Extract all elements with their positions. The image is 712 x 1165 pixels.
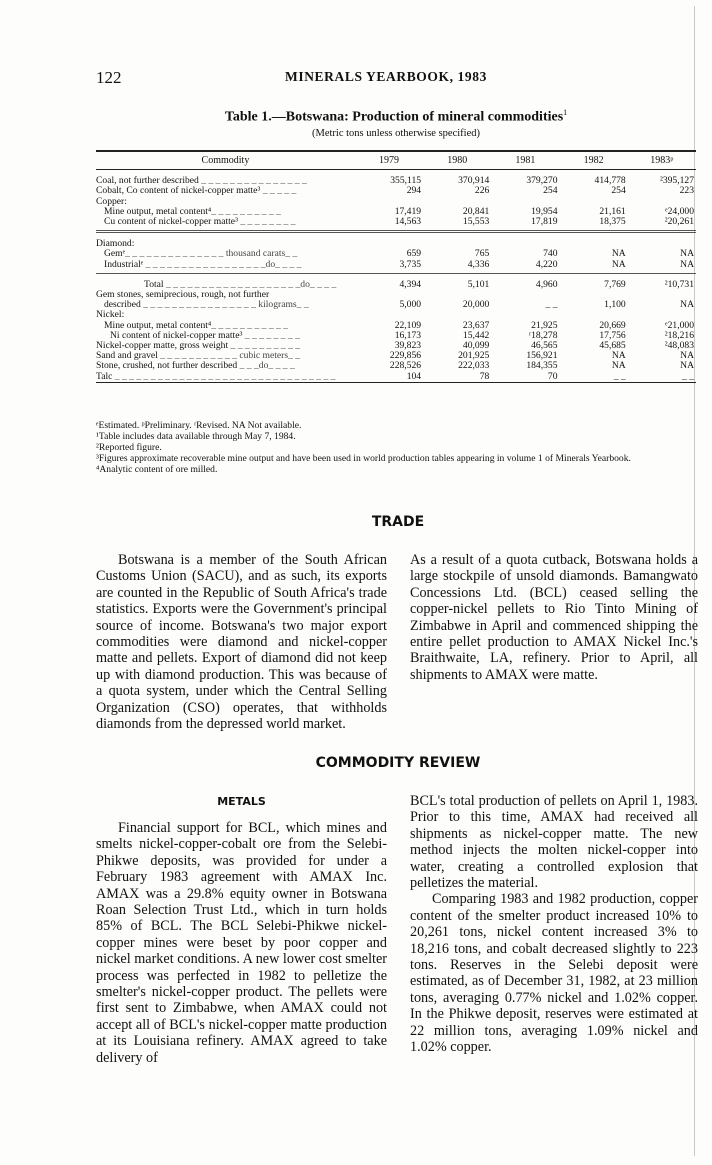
- cell: 17,756: [599, 329, 626, 341]
- table-row: [96, 300, 696, 310]
- metals-left-column: [96, 820, 387, 1066]
- footnote: ᵉEstimated. ᵖPreliminary. ʳRevised. NA Not available.: [96, 420, 302, 431]
- cell: ᵉ21,000: [665, 319, 694, 331]
- row-label: Diamond:: [96, 239, 135, 250]
- row-label: described: [104, 300, 141, 311]
- column-header: 1980: [447, 155, 468, 166]
- table-row: [96, 249, 696, 259]
- row-leader: _ _ _ _ _ _ _ _ _ _ _ _ _ _ _ _ _ _ _do_ _ _ _: [163, 279, 337, 290]
- row-leader: _ _ _ _ _ _ _ _ _ _ _: [211, 320, 289, 331]
- metals-subheading: METALS: [217, 795, 266, 808]
- cell: ²395,127: [659, 175, 694, 187]
- production-table: [96, 150, 696, 383]
- cell: 414,778: [594, 175, 626, 187]
- cell: _ _: [560, 372, 628, 383]
- commodity-review-heading: COMMODITY REVIEW: [315, 755, 481, 771]
- cell: 156,921: [526, 350, 558, 362]
- trade-left-column: [96, 552, 387, 732]
- trade-right-column: [410, 552, 698, 683]
- cell: 22,109: [394, 319, 422, 331]
- table-row: [96, 176, 696, 186]
- cell: 78: [423, 372, 491, 383]
- cell: NA: [611, 258, 626, 270]
- paragraph: As a result of a quota cutback, Botswana holds a large stockpile of unsold diamonds. Bamangwato Concessions Ltd. (BCL) ceased selling the copper-nickel pellets to Rio Tinto Mining of Zimbabwe in April and commenced shipping the entire pellet production to AMAX Nickel Inc.'s Braithwaite, LA, refinery. Prior to April, all shipments to AMAX were matte.: [410, 552, 698, 683]
- table-row: [96, 260, 696, 270]
- cell: 223: [679, 185, 694, 197]
- row-leader: _ _ _ _ _ _ _ _ _ _: [228, 341, 301, 352]
- cell: NA: [680, 350, 694, 362]
- row-label: Nickel:: [96, 310, 125, 321]
- cell: 201,925: [458, 350, 490, 362]
- table-title-text: Table 1.—Botswana: Production of mineral commodities: [224, 109, 564, 125]
- table-subtitle: (Metric tons unless otherwise specified): [312, 128, 480, 139]
- row-leader: _ _ _ _ _ _ _ _ _ _ _ _ _ _ _: [198, 176, 307, 187]
- table-title-note: 1: [563, 108, 568, 117]
- cell: 23,637: [462, 319, 490, 331]
- row-leader: _ _ _ _ _ _ _ _ _ _ _ _ _ _ _ _ _do_ _ _ _: [143, 259, 302, 270]
- cell: 379,270: [526, 175, 558, 187]
- cell: 70: [491, 372, 559, 383]
- cell: ²18,216: [664, 329, 694, 341]
- cell: 3,735: [399, 258, 422, 270]
- row-label: Copper:: [96, 196, 127, 207]
- cell: 370,914: [458, 175, 490, 187]
- table-row: [96, 239, 696, 249]
- row-leader: _ _ _do_ _ _ _: [237, 361, 295, 372]
- row-label: Ni content of nickel-copper matte³: [110, 330, 243, 341]
- row-leader: _ _ _ _ _ _ _ _ _ _ _ _ _ _ _ _ _ _ _ _ _ _ _ _ _ _ _ _ _ _ _: [112, 371, 336, 382]
- cell: 294: [406, 185, 422, 197]
- row-label: Cobalt, Co content of nickel-copper matte³: [96, 186, 261, 197]
- row-label: Talc: [96, 371, 113, 382]
- row-label: Gem stones, semiprecious, rough, not further: [96, 290, 270, 301]
- row-leader: _ _ _ _ _ _ _ _: [242, 330, 300, 341]
- cell: 45,685: [599, 340, 626, 352]
- cell: NA: [680, 258, 694, 270]
- trade-heading: TRADE: [371, 514, 425, 530]
- cell: 17,819: [531, 216, 558, 228]
- page-number: 122: [96, 68, 122, 87]
- row-leader: _ _ _ _ _ _ _ _ _ _ _ _ _ _ thousand carats_ _: [125, 249, 298, 260]
- cell: NA: [680, 248, 694, 260]
- column-header: 1979: [378, 155, 399, 166]
- cell: 20,841: [462, 205, 490, 217]
- table-row: [96, 280, 696, 290]
- cell: 15,553: [462, 216, 490, 228]
- cell: NA: [611, 350, 626, 362]
- row-label: Cu content of nickel-copper matte³: [104, 217, 238, 228]
- column-header: 1983ᵖ: [650, 155, 674, 166]
- paragraph: BCL's total production of pellets on April 1, 1983. Prior to this time, AMAX had received all shipments as nickel-copper matte. The new method injects the molten nickel-copper into water, creating a controlled explosion that pelletizes the material.: [410, 793, 698, 892]
- paragraph: Comparing 1983 and 1982 production, copper content of the smelter product increased 10% to 20,261 tons, nickel content increased 3% to 18,216 tons, and cobalt decreased slightly to 223 tons. Reserves in the Selebi deposit were estimated, as of December 31, 1982, at 23 million tons, averaging 0.77% nickel and 1.02% copper. In the Phikwe deposit, reserves were estimated at 22 million tons, averaging 1.09% nickel and 1.02% copper.: [410, 891, 698, 1056]
- cell: ᵉ24,000: [665, 205, 694, 217]
- cell: 355,115: [390, 175, 422, 187]
- row-label: Mine output, metal content⁴: [104, 206, 212, 217]
- row-leader: _ _ _ _ _ _ _ _ _ _ _ cubic meters_ _: [157, 351, 301, 362]
- row-leader: _ _ _ _ _ _ _ _ _ _: [211, 206, 281, 217]
- cell: 228,526: [389, 360, 422, 372]
- cell: 19,954: [531, 205, 558, 217]
- cell: 21,161: [599, 205, 626, 217]
- cell: 740: [543, 248, 558, 260]
- column-header: 1981: [515, 155, 536, 166]
- table-row: [96, 361, 696, 371]
- row-leader: _ _ _ _ _ _ _ _ _ _ _ _ _ _ _ _ kilograms_ _: [140, 300, 309, 311]
- cell: 20,000: [462, 299, 490, 311]
- column-header: Commodity: [201, 155, 250, 166]
- cell: 226: [474, 185, 490, 197]
- cell: NA: [680, 360, 694, 372]
- cell: ²10,731: [664, 278, 694, 290]
- metals-right-column: [410, 793, 698, 1056]
- cell: 5,101: [467, 278, 490, 290]
- cell: ʳ18,278: [529, 329, 558, 341]
- cell: 39,823: [394, 340, 422, 352]
- row-label: Gemᵉ: [104, 249, 126, 260]
- cell: 104: [355, 372, 423, 383]
- cell: 4,220: [535, 258, 558, 270]
- cell: NA: [611, 248, 626, 260]
- row-leader: _ _ _ _ _ _ _ _: [237, 217, 296, 228]
- paragraph: Botswana is a member of the South African Customs Union (SACU), and as such, its exports are counted in the Republic of South Africa's trade statistics. Exports were the Government's principal source of income. Botswana's two major export commodities were diamond and nickel-copper matte and pellets. Export of diamond did not keep up with diamond production. This was because of a quota system, under which the Central Selling Organization (CSO) operates, that withholds diamonds from the depressed world market.: [96, 552, 387, 733]
- cell: 4,394: [399, 278, 422, 290]
- cell: 7,769: [604, 278, 626, 290]
- row-leader: _ _ _ _ _: [260, 186, 297, 197]
- table-footnotes: [96, 420, 700, 475]
- cell: 17,419: [394, 205, 422, 217]
- cell: ²20,261: [664, 216, 694, 228]
- table-row: [96, 217, 696, 227]
- cell: 20,669: [599, 319, 626, 331]
- footnote: ²Reported figure.: [96, 442, 162, 453]
- row-label: Sand and gravel: [96, 351, 158, 362]
- footnote: ⁴Analytic content of ore milled.: [96, 464, 218, 475]
- row-label: Nickel-copper matte, gross weight: [96, 341, 229, 352]
- footnote: ¹Table includes data available through May 7, 1984.: [96, 431, 296, 442]
- cell: ²48,083: [664, 340, 694, 352]
- row-label: Coal, not further described: [96, 176, 199, 187]
- cell: 254: [543, 185, 558, 197]
- cell: 40,099: [462, 340, 490, 352]
- table-title: [96, 108, 696, 126]
- cell: 229,856: [389, 350, 422, 362]
- table-row: [96, 372, 696, 383]
- table-row: [96, 186, 696, 196]
- cell: NA: [611, 360, 626, 372]
- cell: 222,033: [458, 360, 490, 372]
- row-label: Industrialᵉ: [104, 259, 144, 270]
- column-header: 1982: [583, 155, 604, 166]
- running-header: [96, 68, 676, 88]
- cell: 4,336: [467, 258, 490, 270]
- cell: _ _: [545, 299, 558, 311]
- cell: 4,960: [535, 278, 558, 290]
- cell: 16,173: [394, 329, 422, 341]
- cell: 1,100: [604, 299, 626, 311]
- cell: 18,375: [599, 216, 626, 228]
- cell: 184,355: [526, 360, 558, 372]
- cell: NA: [680, 299, 694, 311]
- cell: 14,563: [394, 216, 422, 228]
- cell: _ _: [628, 372, 696, 383]
- row-label: Mine output, metal content⁴: [104, 320, 212, 331]
- row-label: Total: [144, 279, 164, 290]
- cell: 5,000: [399, 299, 422, 311]
- row-label: Stone, crushed, not further described: [96, 361, 238, 372]
- cell: 254: [611, 185, 626, 197]
- cell: 46,565: [531, 340, 558, 352]
- cell: 21,925: [531, 319, 558, 331]
- paragraph: Financial support for BCL, which mines and smelts nickel-copper-cobalt ore from the Selebi-Phikwe deposits, was provided for under a February 1983 agreement with AMAX Inc. AMAX was a 29.8% equity owner in Botswana Roan Selection Trust Ltd., which in turn holds 85% of BCL. The BCL Selebi-Phikwe nickel-copper mines were beset by poor copper and nickel market conditions. A new lower cost smelter process was perfected in 1982 to pelletize the smelter's nickel-copper product. The pellets were first sent to Zimbabwe, when AMAX could not accept all of BCL's nickel-copper matte production at its Louisiana refinery. AMAX agreed to take delivery of: [96, 820, 387, 1066]
- running-title: MINERALS YEARBOOK, 1983: [285, 69, 487, 84]
- footnote: ³Figures approximate recoverable mine output and have been used in world production tables appearing in volume 1 of Minerals Yearbook.: [96, 453, 631, 464]
- cell: 765: [474, 248, 490, 260]
- cell: 15,442: [462, 329, 490, 341]
- cell: 659: [406, 248, 422, 260]
